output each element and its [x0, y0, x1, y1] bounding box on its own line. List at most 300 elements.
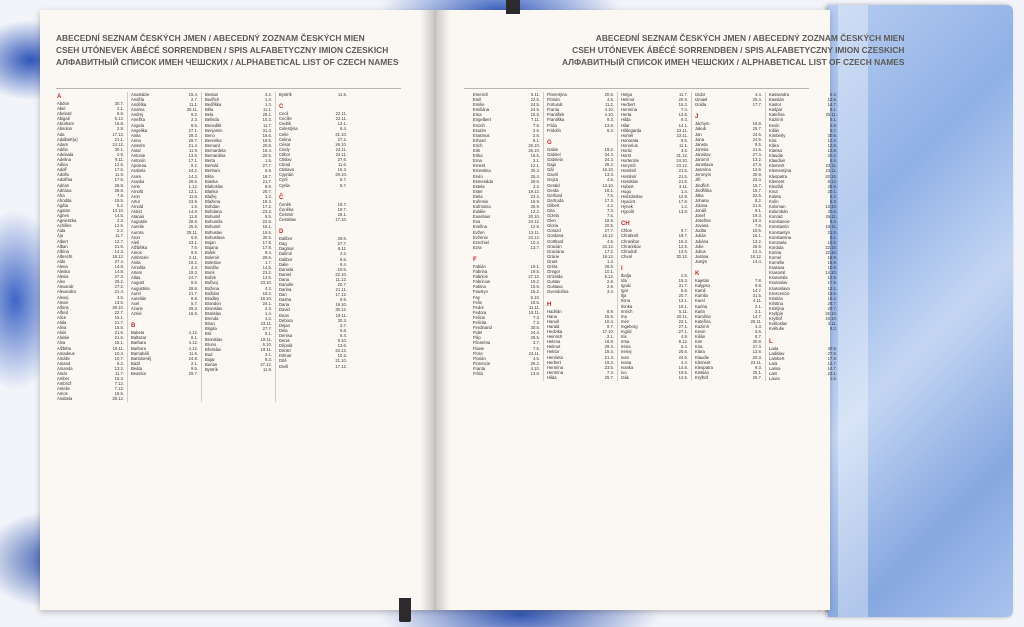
name-label: Lambert — [769, 355, 785, 361]
name-label: Hildegarda — [621, 127, 642, 133]
name-day-date: 10.4. — [604, 318, 614, 324]
name-day-date: 23.12. — [676, 163, 688, 169]
name-day-date: 21.4. — [114, 289, 124, 295]
name-label: Azriel — [131, 311, 142, 317]
name-label: Adalbert(a) — [57, 136, 78, 142]
name-label: Glen — [547, 218, 556, 224]
name-day-date: 8.11. — [337, 246, 347, 252]
header-line-3: АЛФАВИТНЫЙ СПИСОК ИМЕН ЧЕШСКИХ / ALPHABETICAL LIST OF CZECH NAMES — [56, 57, 399, 67]
name-label: Běta — [205, 173, 214, 179]
name-label: Áron — [131, 234, 140, 240]
name-label: Gotthard — [547, 238, 564, 244]
name-day-date: 5.7. — [191, 300, 198, 306]
name-day-date: 12.5. — [114, 223, 124, 229]
name-day-date: 8.1. — [533, 137, 540, 143]
name-day-date: 27.2. — [114, 284, 124, 290]
name-day-date: 10.4. — [530, 239, 540, 245]
letter-label: Č — [279, 194, 284, 201]
name-label: Faustyn — [473, 289, 488, 295]
name-day-date: 16.5. — [114, 391, 124, 397]
name-label: Bradley — [205, 295, 220, 301]
name-day-date: 21.5. — [678, 178, 688, 184]
name-day-date: 18.2. — [188, 260, 198, 266]
name-label: Fidel — [473, 330, 483, 336]
name-label: Heinrich — [547, 334, 563, 340]
name-column — [692, 92, 766, 381]
name-day-date: 3.4. — [607, 289, 614, 295]
name-day-date: 16.3. — [604, 359, 614, 365]
name-label: Erasmus — [473, 132, 490, 138]
name-label: Dasha — [279, 297, 292, 303]
name-column — [766, 92, 840, 381]
name-day-date: 21.3. — [604, 354, 614, 360]
name-label: Arne — [131, 183, 140, 189]
name-label: Anežka — [131, 117, 145, 123]
name-label: Ivanka — [621, 364, 634, 370]
name-day-date: 12.8. — [752, 349, 762, 355]
name-label: Aron — [131, 193, 140, 199]
name-day-date: 19.7. — [678, 233, 688, 239]
name-day-date: 28.8. — [188, 285, 198, 291]
name-label: Emilie — [473, 102, 485, 108]
name-day-date: 20.10. — [825, 173, 837, 179]
name-label: Čestislav — [279, 216, 296, 222]
left-page-header — [56, 32, 398, 68]
name-day-date: 2.6. — [681, 273, 688, 278]
name-label: Dela — [279, 327, 288, 333]
name-day-date: 2.6. — [533, 132, 540, 138]
name-label: Felix — [473, 299, 482, 305]
name-day-date: 12.6. — [678, 374, 688, 380]
name-label: Alida — [57, 320, 67, 326]
name-label: Kristýna — [769, 305, 785, 311]
name-label: Adam — [57, 141, 68, 147]
name-entry — [279, 97, 347, 102]
name-day-date: 2.3. — [265, 305, 272, 311]
name-day-date: 30.12. — [676, 253, 688, 259]
name-label: Cecílie — [279, 116, 292, 122]
name-day-date: 18.1. — [678, 303, 688, 309]
name-day-date: 16.9. — [827, 255, 837, 260]
name-day-date: 9.4. — [265, 249, 272, 255]
name-day-date: 12.6. — [752, 167, 762, 173]
name-day-date: 7.4. — [681, 107, 688, 113]
name-day-date: 28.8. — [188, 219, 198, 225]
name-label: Alžběta — [57, 345, 71, 351]
name-label: Karina — [695, 303, 708, 309]
name-day-date: 12.8. — [530, 224, 540, 230]
name-day-date: 17.8. — [262, 244, 272, 250]
name-label: Agnieszka — [57, 218, 77, 224]
name-day-date: 24.5. — [530, 107, 540, 113]
name-label: Gloria — [547, 223, 559, 229]
name-label: Brian — [205, 321, 215, 327]
name-day-date: 30.8. — [752, 339, 762, 345]
name-label: Kolín — [769, 198, 779, 204]
name-day-date: 12.9. — [827, 275, 837, 281]
name-day-date: 30.8. — [827, 132, 837, 138]
name-label: Alban — [57, 243, 68, 249]
name-day-date: 31.3. — [262, 127, 272, 133]
name-day-date: 7.3. — [533, 314, 540, 320]
name-label: Adrian — [57, 182, 70, 188]
name-label: Bohuslava — [205, 234, 225, 240]
name-label: Jonáš — [695, 207, 707, 213]
name-label: Kornélie — [769, 260, 785, 266]
name-day-date: 9.11. — [114, 157, 124, 163]
name-day-date: 12.4. — [827, 137, 837, 143]
name-day-date: 11.1. — [678, 142, 688, 148]
name-day-date: 20.7. — [337, 282, 347, 287]
name-label: Gabriela — [547, 157, 563, 163]
name-day-date: 22.7. — [114, 309, 124, 315]
name-day-date: 14.7. — [752, 313, 762, 319]
name-day-date: 25.9. — [827, 183, 837, 189]
name-label: Anselm — [131, 142, 145, 148]
name-label: Estela — [473, 183, 485, 189]
name-label: Ditmar — [279, 353, 292, 359]
name-day-date: 16.1. — [752, 233, 762, 239]
name-label: Arabela — [131, 168, 146, 174]
name-day-date: 22.11. — [335, 111, 347, 117]
name-day-date: 2.1. — [117, 106, 124, 112]
name-label: Kastor — [769, 102, 782, 108]
name-label: Frída — [473, 370, 483, 376]
name-label: Kevin — [769, 122, 780, 128]
name-label: Hermína — [547, 369, 564, 375]
name-label: Florián — [547, 97, 560, 103]
name-label: Jitka — [695, 192, 704, 198]
name-label: Gerald — [547, 182, 560, 188]
name-day-date: 29.7. — [188, 370, 198, 376]
name-day-date: 30.1. — [114, 146, 124, 152]
name-label: Amand — [57, 360, 71, 366]
name-label: Emiliána — [473, 107, 490, 113]
name-entry — [473, 371, 540, 376]
name-label: Honorius — [621, 142, 638, 148]
name-day-date: 2.2. — [340, 251, 347, 257]
letter-heading — [547, 302, 614, 309]
name-label: Amos — [131, 249, 142, 255]
name-day-date: 15.6. — [530, 284, 540, 290]
name-entry — [131, 371, 198, 376]
name-day-date: 13.2. — [752, 157, 762, 163]
name-label: Achilles — [57, 223, 72, 229]
name-label: Gita — [547, 207, 555, 213]
left-page — [40, 10, 426, 610]
name-label: Hortenzie — [621, 158, 639, 164]
name-label: Franta — [473, 365, 486, 371]
name-day-date: 19.11. — [260, 346, 272, 352]
name-day-date: 24.10. — [676, 158, 688, 164]
name-label: Enoch — [473, 122, 485, 128]
name-label: Kolumbán — [769, 209, 788, 215]
name-label: Gorazd — [547, 228, 561, 234]
name-label: Esmeralda — [473, 178, 494, 184]
name-label: Daria — [279, 302, 290, 308]
name-day-date: 13.8. — [604, 122, 614, 128]
name-label: Cindy — [279, 146, 290, 152]
name-label: Jakub — [695, 126, 707, 132]
name-day-date: 12.8. — [827, 148, 837, 154]
name-day-date: 31.5. — [752, 293, 762, 299]
name-day-date: 6.10. — [530, 294, 540, 300]
name-day-date: 19.5. — [678, 369, 688, 375]
name-label: Cyprián — [279, 172, 294, 178]
name-label: Franta — [547, 107, 560, 113]
name-day-date: 27.6. — [827, 350, 837, 356]
name-label: Angelika — [131, 127, 148, 133]
name-day-date: 9.2. — [191, 163, 198, 169]
name-label: Gabin — [547, 146, 559, 152]
letter-label: K — [695, 271, 700, 278]
name-label: Adolfa — [57, 172, 69, 178]
name-day-date: 27.12. — [260, 361, 272, 367]
name-day-date: 19.7. — [337, 201, 347, 207]
name-label: Bratislav — [205, 311, 222, 317]
name-day-date: 19.10. — [335, 302, 347, 308]
name-label: Čeněka — [279, 206, 294, 212]
name-label: Larisa — [769, 365, 781, 371]
name-day-date: 15.3. — [337, 167, 347, 173]
name-label: Arnošta — [131, 265, 146, 271]
name-day-date: 24.11. — [335, 146, 347, 152]
name-label: Kira — [695, 344, 703, 350]
name-label: Fortunát — [547, 102, 563, 108]
letter-heading — [695, 114, 762, 121]
name-label: Ervín — [473, 173, 483, 179]
name-day-date: 4.9. — [681, 334, 688, 340]
name-day-date: 9.10. — [337, 338, 347, 344]
bookmark-ribbon-top — [506, 0, 520, 14]
name-day-date: 20.5. — [262, 153, 272, 159]
name-day-date: 18.3. — [262, 198, 272, 204]
name-day-date: 19.4. — [827, 295, 837, 301]
name-day-date: 3.5. — [681, 148, 688, 154]
name-label: Augustina — [131, 285, 150, 291]
name-label: Alenka — [57, 269, 70, 275]
name-label: Emerich — [473, 92, 489, 97]
name-label: Gabriel — [547, 151, 561, 157]
name-label: Hubert — [621, 183, 634, 189]
name-label: Ernestina — [473, 168, 491, 174]
name-entry — [473, 250, 540, 255]
name-label: Alina — [57, 325, 67, 331]
name-label: Eulálie — [473, 209, 486, 215]
name-label: Karel — [695, 298, 705, 304]
name-label: Anděla — [131, 97, 145, 103]
name-day-date: 7.6. — [755, 223, 762, 229]
name-day-date: 20.5. — [604, 223, 614, 229]
name-day-date: 14.7. — [827, 102, 837, 108]
name-label: Evelína — [473, 224, 487, 230]
name-day-date: 21.6. — [114, 330, 124, 336]
name-label: David — [279, 307, 290, 313]
name-label: Amanda — [57, 365, 73, 371]
name-day-date: 24.6. — [678, 354, 688, 360]
name-day-date: 9.7. — [681, 228, 688, 234]
name-label: Gustava — [547, 284, 563, 290]
name-day-date: 5.1. — [830, 117, 837, 123]
name-day-date: 9.5. — [191, 365, 198, 371]
name-label: Kristián — [769, 295, 783, 301]
name-label: Boris — [205, 270, 215, 276]
name-day-date: 4.4. — [755, 92, 762, 97]
name-day-date: 11.7. — [114, 370, 124, 376]
name-day-date: 27.2. — [337, 136, 347, 142]
name-day-date: 5.12. — [604, 274, 614, 280]
name-day-date: 26.1. — [337, 211, 347, 217]
name-label: Kleofáš — [769, 183, 783, 189]
name-label: Ilona — [621, 298, 631, 304]
name-label: Justina — [695, 253, 709, 259]
name-label: Baltazar — [131, 335, 147, 341]
name-label: Aurelie — [131, 224, 145, 230]
name-day-date: 22.6. — [752, 192, 762, 198]
name-day-date: 14.10. — [112, 207, 124, 213]
name-label: Bazil — [131, 360, 141, 366]
name-label: Juliána — [695, 238, 709, 244]
name-day-date: 22.11. — [335, 116, 347, 122]
name-day-date: 8.8. — [191, 295, 198, 301]
name-day-date: 4.5. — [607, 238, 614, 244]
name-day-date: 5.7. — [340, 177, 347, 183]
name-label: Gordana — [547, 233, 564, 239]
name-day-date: 3.6. — [755, 329, 762, 335]
header-line-1: ABECEDNÍ SEZNAM ČESKÝCH JMEN / ABECEDNÝ ZOZNAM ČESKÝCH MIEN — [56, 33, 365, 43]
name-label: Bartoloměj — [131, 355, 152, 361]
name-day-date: 18.12. — [750, 253, 762, 259]
name-label: Erik — [473, 148, 481, 154]
name-day-date: 13.2. — [114, 365, 124, 371]
name-label: Beatrice — [131, 370, 147, 376]
name-day-date: 23.11. — [825, 168, 837, 174]
name-label: Cyrila — [279, 182, 290, 188]
name-label: Aram — [131, 173, 142, 179]
name-label: Kilián — [769, 127, 780, 133]
name-label: Krescencie — [769, 290, 790, 296]
name-day-date: 27.7. — [262, 163, 272, 169]
name-day-date: 26.10. — [335, 141, 347, 147]
name-day-date: 4.3. — [755, 323, 762, 329]
name-label: Absolon — [57, 126, 73, 132]
name-label: Alžbětka — [131, 244, 148, 250]
name-label: Hedvika — [547, 329, 563, 335]
name-day-date: 27.7. — [604, 228, 614, 234]
name-day-date: 15.3. — [678, 102, 688, 108]
name-label: Axel — [131, 300, 140, 306]
name-day-date: 3.2. — [533, 183, 540, 189]
name-label: Bolek — [205, 249, 216, 255]
name-day-date: 13.5. — [114, 299, 124, 305]
name-label: Konstantin — [769, 224, 789, 230]
letter-label: G — [547, 139, 552, 146]
name-label: Judita — [695, 228, 707, 234]
name-day-date: 20.7. — [678, 293, 688, 299]
name-label: Beno — [205, 132, 215, 138]
name-day-date: 11.12. — [335, 276, 347, 282]
name-label: Ája — [57, 233, 64, 239]
name-day-date: 1.3. — [607, 258, 614, 264]
letter-heading — [695, 271, 762, 278]
name-label: Homér — [621, 132, 634, 138]
name-label: Kassián — [769, 97, 784, 103]
name-day-date: 3.11. — [827, 321, 837, 327]
header-line-3: АЛФАВИТНЫЙ СПИСОК ИМЕН ЧЕШСКИХ / ALPHABETICAL LIST OF CZECH NAMES — [562, 57, 905, 67]
name-label: Celina — [279, 136, 291, 142]
name-label: Květoslav — [769, 321, 788, 327]
name-day-date: 7.8. — [755, 278, 762, 284]
name-day-date: 4.5. — [607, 97, 614, 103]
name-day-date: 15.1. — [114, 340, 124, 346]
name-day-date: 6.1. — [830, 107, 837, 113]
name-day-date: 27.1. — [188, 127, 198, 133]
name-day-date: 15.5. — [114, 325, 124, 331]
name-day-date: 20.6. — [604, 92, 614, 97]
name-label: Chranislav — [621, 243, 641, 249]
name-day-date: 21.7. — [114, 320, 124, 326]
name-day-date: 2.3. — [191, 117, 198, 123]
name-label: Hana — [547, 313, 558, 319]
name-day-date: 15.1. — [114, 314, 124, 320]
name-label: Bruno — [205, 341, 217, 347]
name-day-date: 23.11. — [750, 359, 762, 365]
name-label: Diviš — [279, 363, 289, 369]
name-label: Bystrík — [205, 367, 218, 373]
name-label: Izák — [621, 374, 629, 380]
name-day-date: 27.6. — [337, 157, 347, 163]
name-day-date: 2.1. — [607, 334, 614, 340]
name-label: Aranka — [131, 178, 145, 184]
name-label: Felicita — [473, 320, 487, 326]
name-label: Gerhard — [547, 192, 563, 198]
name-day-date: 2.1. — [755, 308, 762, 314]
name-day-date: 15.6. — [827, 290, 837, 296]
name-day-date: 9.1. — [830, 234, 837, 240]
name-day-date: 14.5. — [262, 265, 272, 271]
name-label: Cecil — [279, 111, 289, 117]
name-label: Iris — [621, 334, 627, 340]
name-day-date: 5.5. — [830, 158, 837, 164]
name-day-date: 20.10. — [528, 214, 540, 220]
name-label: Chrudoš — [621, 248, 637, 254]
name-label: Gertruda — [547, 197, 564, 203]
name-day-date: 7.8. — [117, 192, 124, 198]
name-label: Dan — [279, 292, 287, 298]
name-label: Bohdana — [205, 209, 222, 215]
name-day-date: 23.10. — [260, 280, 272, 286]
name-day-date: 15.4. — [188, 92, 198, 97]
name-label: Jáchym — [695, 121, 710, 127]
name-entry — [131, 316, 198, 321]
name-label: Artem — [131, 270, 143, 276]
name-day-date: 13.1. — [827, 285, 837, 291]
name-day-date: 24.5. — [752, 136, 762, 142]
name-label: Adriána — [57, 187, 72, 193]
name-day-date: 6.3. — [830, 198, 837, 204]
name-day-date: 15.7. — [752, 182, 762, 188]
name-label: Klement — [769, 178, 785, 184]
name-day-date: 15.3. — [678, 238, 688, 244]
name-label: Inéz — [621, 318, 629, 324]
open-book-spread — [40, 10, 905, 610]
name-label: Brenda — [205, 316, 219, 322]
name-day-date: 8.5. — [191, 122, 198, 128]
name-day-date: 27.4. — [752, 151, 762, 157]
name-label: Ingrid — [621, 329, 632, 335]
name-day-date: 12.9. — [678, 193, 688, 199]
name-label: Flora — [473, 350, 483, 356]
